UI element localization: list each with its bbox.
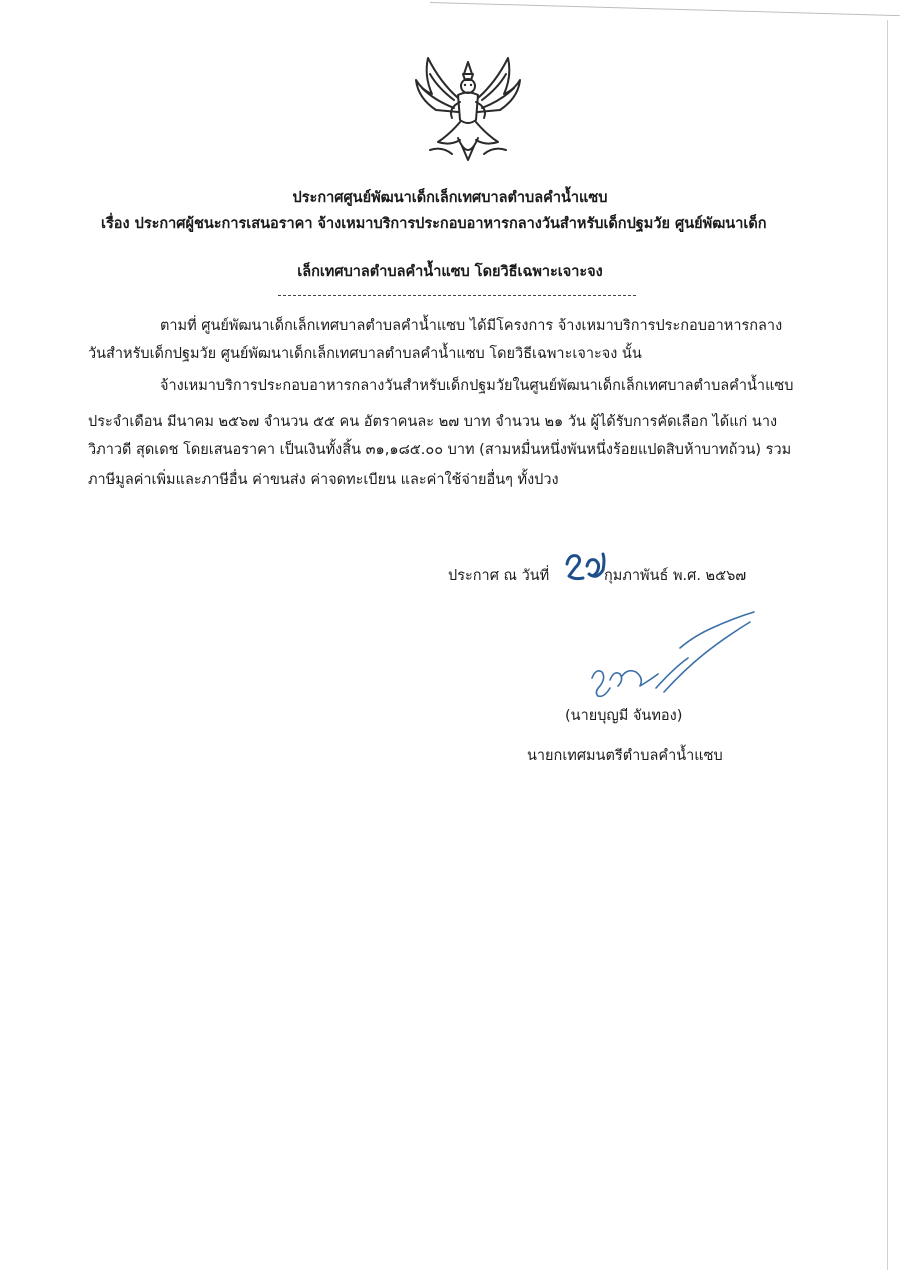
- subject-text-1: ประกาศผู้ชนะการเสนอราคา จ้างเหมาบริการประกอบอาหารกลางวันสำหรับเด็กปฐมวัย ศูนย์พัฒนาเด็ก: [134, 216, 767, 232]
- handwritten-date: [563, 550, 607, 588]
- subject-label: เรื่อง: [101, 216, 130, 232]
- subject-line: [101, 214, 767, 234]
- paragraph-2-line-4: ภาษีมูลค่าเพิ่มและภาษีอื่น ค่าขนส่ง ค่าจดทะเบียน และค่าใช้จ่ายอื่นๆ ทั้งปวง: [88, 472, 559, 488]
- paragraph-2-line-1: จ้างเหมาบริการประกอบอาหารกลางวันสำหรับเด็กปฐมวัยในศูนย์พัฒนาเด็กเล็กเทศบาลตำบลคำน้ำแซบ: [160, 378, 794, 394]
- document-title: ประกาศศูนย์พัฒนาเด็กเล็กเทศบาลตำบลคำน้ำแซบ: [292, 190, 608, 206]
- paragraph-2-line-3: วิภาวดี สุดเดช โดยเสนอราคา เป็นเงินทั้งสิ้น ๓๑,๑๘๕.๐๐ บาท (สามหมื่นหนึ่งพันหนึ่งร้อยแปดสิบห้าบาทถ้วน) รวม: [88, 442, 792, 458]
- paragraph-1-line-1: ตามที่ ศูนย์พัฒนาเด็กเล็กเทศบาลตำบลคำน้ำแซบ ได้มีโครงการ จ้างเหมาบริการประกอบอาหารกลาง: [160, 318, 783, 334]
- signatory-position: นายกเทศมนตรีตำบลคำน้ำแซบ: [527, 748, 723, 764]
- divider-line: [278, 295, 636, 296]
- paragraph-1-line-2: วันสำหรับเด็กปฐมวัย ศูนย์พัฒนาเด็กเล็กเทศบาลตำบลคำน้ำแซบ โดยวิธีเฉพาะเจาะจง นั้น: [88, 346, 642, 362]
- paragraph-2-line-2: ประจำเดือน มีนาคม ๒๕๖๗ จำนวน ๕๕ คน อัตราคนละ ๒๗ บาท จำนวน ๒๑ วัน ผู้ได้รับการคัดเลือก ได้แก่ นาง: [88, 414, 778, 430]
- announcement-prefix: ประกาศ ณ วันที่: [448, 568, 550, 584]
- signatory-name: (นายบุญมี จันทอง): [565, 708, 683, 724]
- page-edge-top: [429, 2, 899, 38]
- signature: [584, 608, 760, 700]
- subject-text-2: เล็กเทศบาลตำบลคำน้ำแซบ โดยวิธีเฉพาะเจาะจง: [297, 264, 603, 280]
- garuda-emblem-icon: [408, 50, 528, 170]
- announcement-month-year: กุมภาพันธ์ พ.ศ. ๒๕๖๗: [604, 568, 747, 584]
